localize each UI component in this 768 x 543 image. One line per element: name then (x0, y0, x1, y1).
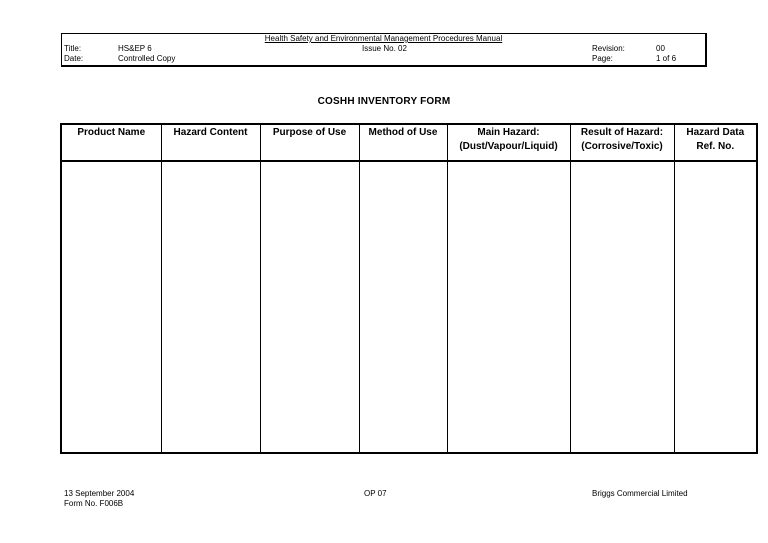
column-header-purpose-of-use: Purpose of Use (260, 124, 359, 161)
title-value: HS&EP 6 (118, 44, 152, 53)
table-cell[interactable] (260, 161, 359, 453)
table-header-row (61, 124, 757, 161)
table-cell[interactable] (161, 161, 260, 453)
table-cell[interactable] (570, 161, 674, 453)
title-label: Title: (64, 44, 82, 53)
column-header-hazard-content: Hazard Content (161, 124, 260, 161)
date-label: Date: (64, 54, 84, 63)
table-row (61, 161, 757, 453)
revision-label: Revision: (592, 44, 625, 53)
inventory-table (60, 123, 758, 454)
document-header (61, 33, 707, 67)
page-label: Page: (592, 54, 613, 63)
column-header-product-name: Product Name (61, 124, 161, 161)
footer-form-number: Form No. F006B (64, 499, 124, 508)
page-value: 1 of 6 (656, 54, 677, 63)
table-cell[interactable] (359, 161, 447, 453)
footer-op: OP 07 (364, 489, 387, 498)
footer-company: Briggs Commercial Limited (592, 489, 688, 498)
column-header-hazard-data-ref: Hazard Data Ref. No. (674, 124, 757, 161)
table-cell[interactable] (447, 161, 570, 453)
column-header-method-of-use: Method of Use (359, 124, 447, 161)
column-header-main-hazard: Main Hazard: (Dust/Vapour/Liquid) (447, 124, 570, 161)
date-value: Controlled Copy (118, 54, 176, 63)
form-title: COSHH INVENTORY FORM (317, 96, 451, 107)
revision-value: 00 (656, 44, 665, 53)
table-cell[interactable] (674, 161, 757, 453)
manual-title: Health Safety and Environmental Management Procedures Manual (264, 34, 503, 43)
issue-number: Issue No. 02 (362, 44, 407, 53)
footer-left (64, 489, 134, 509)
column-header-result-of-hazard: Result of Hazard: (Corrosive/Toxic) (570, 124, 674, 161)
table-cell[interactable] (61, 161, 161, 453)
footer-date: 13 September 2004 (64, 489, 135, 498)
